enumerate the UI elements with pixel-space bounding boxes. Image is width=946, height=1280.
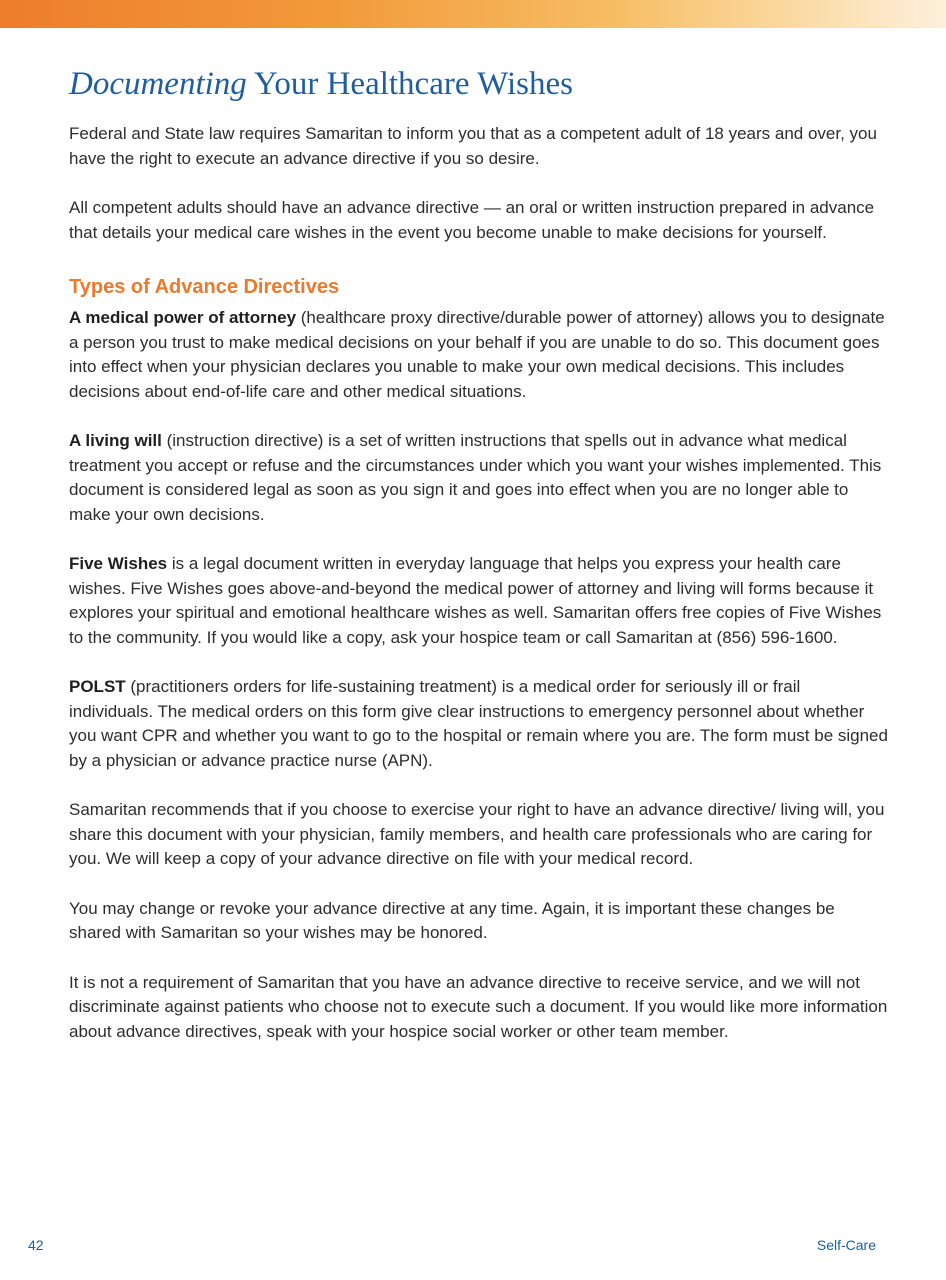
closing-paragraph-requirement: It is not a requirement of Samaritan that you have an advance directive to receive service, and we will not discriminate against patients who choose not to execute such a document. If you would like more information about advance directives, speak with your hospice social worker or other team member. bbox=[69, 972, 888, 1041]
directive-term: Five Wishes bbox=[69, 554, 168, 573]
page-title-rest: Your Healthcare Wishes bbox=[246, 66, 573, 102]
directive-term: POLST bbox=[69, 677, 126, 696]
directive-description: (healthcare proxy directive/durable power of attorney) allows you to designate a person you trust to make medical decisions on your behalf if you are unable to do so. This document goes into effect when your physician declares you unable to make your own medical decisions. This includes decisions about end-of-life care and other medical situations. bbox=[69, 308, 885, 401]
directive-five-wishes bbox=[69, 552, 889, 650]
closing-paragraph-revoke: You may change or revoke your advance directive at any time. Again, it is important these changes be shared with Samaritan so your wishes may be honored. bbox=[69, 898, 835, 942]
footer-section-name: Self-Care bbox=[816, 1237, 876, 1253]
directive-term: A medical power of attorney bbox=[69, 308, 297, 327]
directive-medical-power-of-attorney bbox=[69, 306, 889, 404]
page-title bbox=[69, 62, 889, 106]
page-number: 42 bbox=[28, 1237, 44, 1253]
directive-description: (practitioners orders for life-sustaining treatment) is a medical order for seriously ill or frail individuals. The medical orders on this form give clear instructions to emergency personnel about whether you want CPR and whether you want to go to the hospital or remain where you are. The form must be signed by a physician or advance practice nurse (APN). bbox=[69, 677, 888, 770]
directive-polst bbox=[69, 675, 889, 773]
page-title-italic: Documenting bbox=[69, 66, 247, 102]
closing-paragraph-recommendation: Samaritan recommends that if you choose to exercise your right to have an advance directive/ living will, you share this document with your physician, family members, and health care professionals who are caring for you. We will keep a copy of your advance directive on file with your medical record. bbox=[69, 800, 885, 868]
directive-living-will bbox=[69, 429, 889, 527]
intro-paragraph-2: All competent adults should have an advance directive — an oral or written instruction prepared in advance that details your medical care wishes in the event you become unable to make decisions for yourself. bbox=[69, 198, 875, 242]
section-heading-types: Types of Advance Directives bbox=[69, 276, 340, 298]
directive-term: A living will bbox=[69, 431, 162, 450]
directive-description: (instruction directive) is a set of written instructions that spells out in advance what medical treatment you accept or refuse and the circumstances under which you want your wishes implemented. This document is considered legal as soon as you sign it and goes into effect when you are no longer able to make your own decisions. bbox=[69, 431, 882, 524]
page-content bbox=[69, 62, 889, 1044]
intro-paragraph-1: Federal and State law requires Samaritan to inform you that as a competent adult of 18 years and over, you have the right to execute an advance directive if you so desire. bbox=[69, 124, 877, 168]
top-gradient-bar bbox=[0, 0, 946, 28]
directive-description: is a legal document written in everyday language that helps you express your health care wishes. Five Wishes goes above-and-beyond the medical power of attorney and living will forms because it explores your spiritual and emotional healthcare wishes as well. Samaritan offers free copies of Five Wishes to the community. If you would like a copy, ask your hospice team or call Samaritan at (856) 596-1600. bbox=[69, 554, 882, 647]
